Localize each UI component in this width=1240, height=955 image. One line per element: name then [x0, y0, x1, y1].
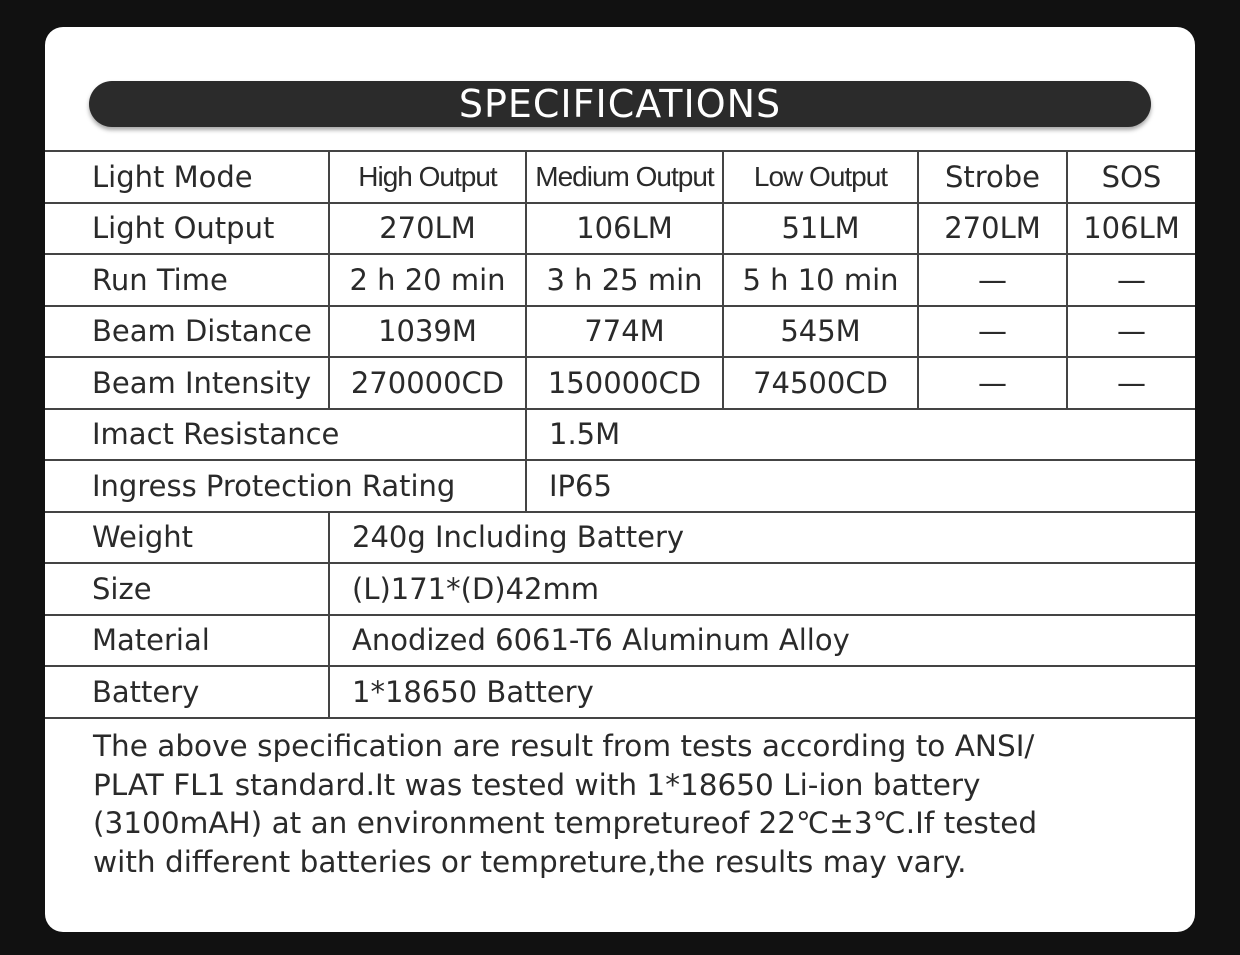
table-cell: —	[918, 254, 1067, 306]
table-cell: 150000CD	[526, 357, 723, 409]
table-cell: 270LM	[329, 203, 526, 255]
table-row-material	[45, 615, 1195, 667]
table-cell: —	[1067, 357, 1195, 409]
note-line: (3100mAH) at an environment tempretureof 22℃±3℃.If tested	[93, 806, 1038, 840]
row-label: Light Mode	[45, 151, 329, 203]
table-row-ingress-protection	[45, 460, 1195, 512]
spec-table	[45, 150, 1195, 719]
table-row-size	[45, 563, 1195, 615]
header-sos: SOS	[1067, 151, 1195, 203]
row-label: Light Output	[45, 203, 329, 255]
table-cell: 1.5M	[526, 409, 1195, 461]
table-cell: —	[1067, 254, 1195, 306]
table-cell: Anodized 6061-T6 Aluminum Alloy	[329, 615, 1195, 667]
table-cell: (L)171*(D)42mm	[329, 563, 1195, 615]
table-cell: 3 h 25 min	[526, 254, 723, 306]
note-line: with different batteries or tempreture,the results may vary.	[93, 844, 967, 879]
table-row-battery	[45, 666, 1195, 718]
note-line: PLAT FL1 standard.It was tested with 1*18650 Li-ion battery	[93, 767, 981, 802]
table-row-light-output	[45, 203, 1195, 255]
row-label: Beam Intensity	[45, 357, 329, 409]
table-cell: 1039M	[329, 306, 526, 358]
table-cell: 5 h 10 min	[723, 254, 918, 306]
table-cell: 774M	[526, 306, 723, 358]
table-cell: 1*18650 Battery	[329, 666, 1195, 718]
spec-card	[45, 27, 1195, 932]
table-cell: 270000CD	[329, 357, 526, 409]
row-label: Size	[45, 563, 329, 615]
table-cell: IP65	[526, 460, 1195, 512]
row-label: Battery	[45, 666, 329, 718]
header-high-output: High Output	[329, 151, 526, 203]
table-cell: —	[918, 357, 1067, 409]
row-label: Beam Distance	[45, 306, 329, 358]
table-row-beam-intensity	[45, 357, 1195, 409]
note-line: The above specification are result from tests according to ANSI/	[93, 729, 1035, 763]
row-label: Weight	[45, 512, 329, 564]
table-row-beam-distance	[45, 306, 1195, 358]
row-label: Run Time	[45, 254, 329, 306]
table-cell: 270LM	[918, 203, 1067, 255]
row-label: Ingress Protection Rating	[45, 460, 526, 512]
test-conditions-note	[93, 727, 1153, 881]
header-medium-output: Medium Output	[526, 151, 723, 203]
table-cell: 240g Including Battery	[329, 512, 1195, 564]
table-row-impact-resistance	[45, 409, 1195, 461]
table-row-run-time	[45, 254, 1195, 306]
table-cell: —	[1067, 306, 1195, 358]
row-label: Material	[45, 615, 329, 667]
table-cell: 106LM	[526, 203, 723, 255]
table-cell: 51LM	[723, 203, 918, 255]
table-row-weight	[45, 512, 1195, 564]
table-row-light-mode	[45, 151, 1195, 203]
row-label: Imact Resistance	[45, 409, 526, 461]
table-cell: 2 h 20 min	[329, 254, 526, 306]
table-cell: 545M	[723, 306, 918, 358]
header-low-output: Low Output	[723, 151, 918, 203]
header-strobe: Strobe	[918, 151, 1067, 203]
specifications-banner: SPECIFICATIONS	[89, 81, 1151, 127]
table-cell: 74500CD	[723, 357, 918, 409]
table-cell: —	[918, 306, 1067, 358]
table-cell: 106LM	[1067, 203, 1195, 255]
